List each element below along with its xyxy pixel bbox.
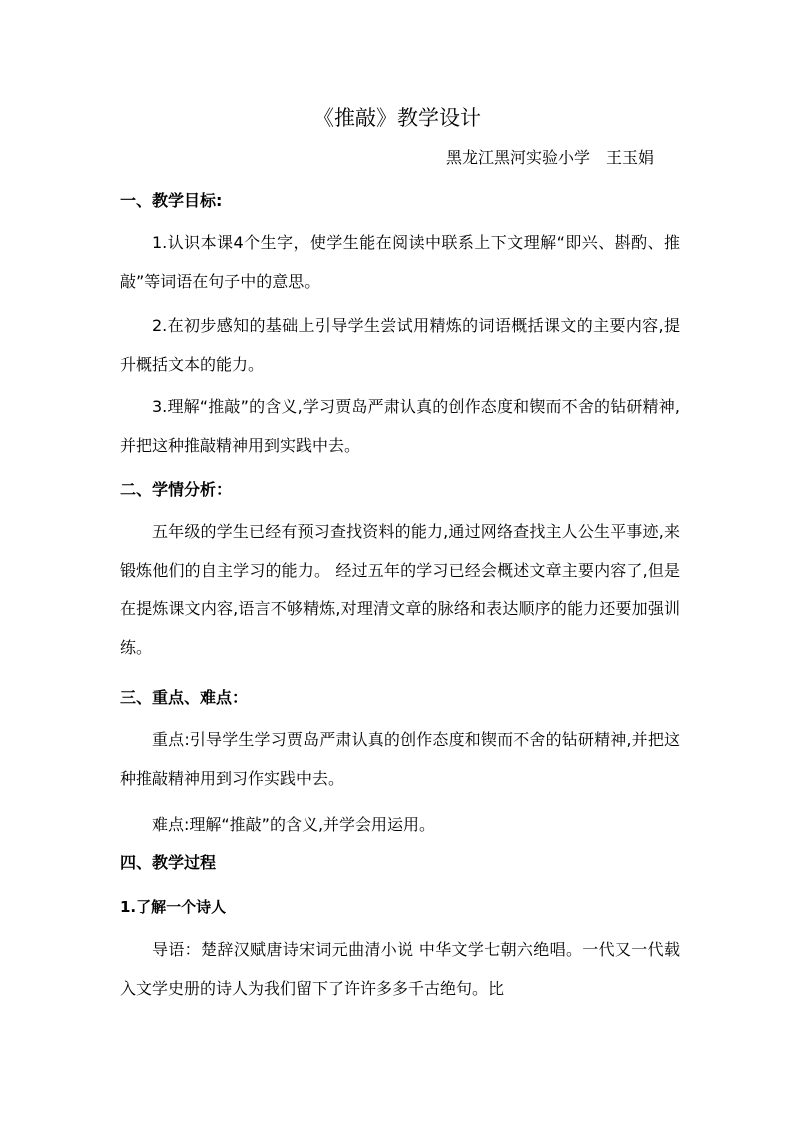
paragraph-goal-2: 2.在初步感知的基础上引导学生尝试用精炼的词语概括课文的主要内容,提升概括文本的能力。 bbox=[120, 316, 680, 374]
section-heading-analysis: 二、学情分析： bbox=[120, 480, 233, 499]
paragraph-difficulty: 难点:理解“推敲”的含义,并学会用运用。 bbox=[152, 815, 436, 834]
paragraph-goal-1: 1.认识本课4个生字，使学生能在阅读中联系上下文理解“即兴、斟酌、推敲”等词语在句子中的意思。 bbox=[120, 233, 680, 291]
author-line: 黑龙江黑河实验小学 王玉娟 bbox=[445, 148, 654, 167]
paragraph-analysis: 五年级的学生已经有预习查找资料的能力,通过网络查找主人公生平事迹,来锻炼他们的自主学习的能力。 经过五年的学习已经会概述文章主要内容了,但是在提炼课文内容,语言不够精炼,对理清文章的脉络和表达顺序的能力还要加强训练。 bbox=[120, 522, 680, 657]
document-title: 《推敲》教学设计 bbox=[313, 106, 481, 130]
section-heading-goals: 一、教学目标: bbox=[120, 191, 223, 210]
section-heading-key-points: 三、重点、难点： bbox=[120, 688, 249, 707]
paragraph-goal-3: 3.理解“推敲”的含义,学习贾岛严肃认真的创作态度和锲而不舍的钻研精神,并把这种推敲精神用到实践中去。 bbox=[120, 397, 680, 455]
paragraph-key-point: 重点:引导学生学习贾岛严肃认真的创作态度和锲而不舍的钻研精神,并把这种推敲精神用到习作实践中去。 bbox=[120, 730, 680, 788]
section-heading-process: 四、教学过程 bbox=[120, 853, 217, 872]
paragraph-intro: 导语：楚辞汉赋唐诗宋词元曲清小说 中华文学七朝六绝唱。一代又一代载入文学史册的诗人为我们留下了许许多多千古绝句。比 bbox=[120, 940, 680, 998]
subheading-poet: 1.了解一个诗人 bbox=[120, 898, 227, 916]
